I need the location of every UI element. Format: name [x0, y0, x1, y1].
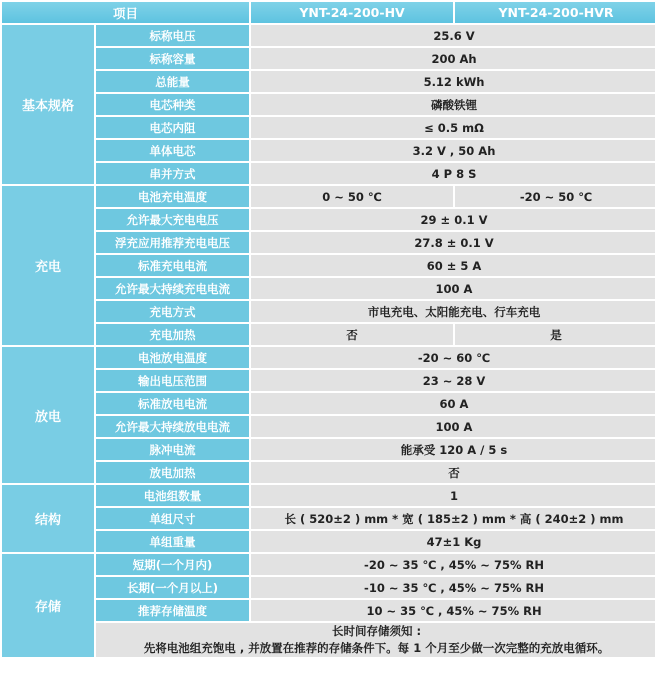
- row-label: 标准充电电流: [96, 255, 249, 276]
- row-value-model-b: -20 ~ 50 ℃: [455, 186, 655, 207]
- row-label: 标称电压: [96, 25, 249, 46]
- row-label: 浮充应用推荐充电电压: [96, 232, 249, 253]
- row-label: 标准放电电流: [96, 393, 249, 414]
- table-row: [2, 117, 655, 138]
- table-row: [2, 439, 655, 460]
- table-row: [2, 577, 655, 598]
- category-discharge: 放电: [2, 347, 94, 483]
- row-label: 总能量: [96, 71, 249, 92]
- table-row: [2, 48, 655, 69]
- row-label: 短期(一个月内): [96, 554, 249, 575]
- row-value: 10 ~ 35 ℃ , 45% ~ 75% RH: [251, 600, 655, 621]
- row-label: 允许最大充电电压: [96, 209, 249, 230]
- row-value-model-b: 是: [455, 324, 655, 345]
- row-value: 29 ± 0.1 V: [251, 209, 655, 230]
- table-row: [2, 278, 655, 299]
- category-basic: 基本规格: [2, 25, 94, 184]
- table-row: [2, 186, 655, 207]
- table-row: [2, 209, 655, 230]
- header-item: 项目: [2, 2, 249, 23]
- row-value: 长 ( 520±2 ) mm * 宽 ( 185±2 ) mm * 高 ( 240±2 ) mm: [251, 508, 655, 529]
- row-value: 25.6 V: [251, 25, 655, 46]
- row-value: 3.2 V , 50 Ah: [251, 140, 655, 161]
- row-value: -20 ~ 60 ℃: [251, 347, 655, 368]
- row-label: 长期(一个月以上): [96, 577, 249, 598]
- row-label: 单组尺寸: [96, 508, 249, 529]
- row-label: 充电加热: [96, 324, 249, 345]
- category-structure: 结构: [2, 485, 94, 552]
- table-row: [2, 416, 655, 437]
- row-value: -10 ~ 35 ℃ , 45% ~ 75% RH: [251, 577, 655, 598]
- table-row: [2, 71, 655, 92]
- table-row: [2, 623, 655, 657]
- row-value: 60 A: [251, 393, 655, 414]
- table-row: [2, 324, 655, 345]
- row-label: 单组重量: [96, 531, 249, 552]
- row-label: 充电方式: [96, 301, 249, 322]
- row-value-model-a: 0 ~ 50 ℃: [251, 186, 453, 207]
- storage-note: [96, 623, 655, 657]
- row-label: 允许最大持续放电电流: [96, 416, 249, 437]
- row-value: 100 A: [251, 416, 655, 437]
- header-row: [2, 2, 655, 23]
- table-row: [2, 140, 655, 161]
- row-value: 否: [251, 462, 655, 483]
- row-value: -20 ~ 35 ℃ , 45% ~ 75% RH: [251, 554, 655, 575]
- row-label: 推荐存储温度: [96, 600, 249, 621]
- row-label: 串并方式: [96, 163, 249, 184]
- row-label: 电池充电温度: [96, 186, 249, 207]
- row-label: 标称容量: [96, 48, 249, 69]
- row-value: 1: [251, 485, 655, 506]
- row-label: 电芯种类: [96, 94, 249, 115]
- table-row: [2, 600, 655, 621]
- row-label: 电池组数量: [96, 485, 249, 506]
- row-value: 60 ± 5 A: [251, 255, 655, 276]
- table-row: [2, 531, 655, 552]
- table-row: [2, 301, 655, 322]
- storage-note-title: 长时间存储须知 :: [331, 624, 422, 638]
- table-row: [2, 25, 655, 46]
- row-label: 脉冲电流: [96, 439, 249, 460]
- row-value: 100 A: [251, 278, 655, 299]
- row-value-model-a: 否: [251, 324, 453, 345]
- row-label: 允许最大持续充电电流: [96, 278, 249, 299]
- header-model-a: YNT-24-200-HV: [251, 2, 453, 23]
- table-row: [2, 232, 655, 253]
- table-row: [2, 462, 655, 483]
- row-label: 单体电芯: [96, 140, 249, 161]
- row-label: 电池放电温度: [96, 347, 249, 368]
- table-row: [2, 347, 655, 368]
- row-value: 市电充电、太阳能充电、行车充电: [251, 301, 655, 322]
- row-value: 磷酸铁锂: [251, 94, 655, 115]
- table-row: [2, 163, 655, 184]
- row-label: 电芯内阻: [96, 117, 249, 138]
- row-label: 输出电压范围: [96, 370, 249, 391]
- storage-note-body: 先将电池组充饱电 , 并放置在推荐的存储条件下。每 1 个月至少做一次完整的充放电循环。: [143, 641, 610, 655]
- table-row: [2, 255, 655, 276]
- table-row: [2, 393, 655, 414]
- row-value: 200 Ah: [251, 48, 655, 69]
- table-row: [2, 370, 655, 391]
- row-value: 4 P 8 S: [251, 163, 655, 184]
- row-value: 能承受 120 A / 5 s: [251, 439, 655, 460]
- category-storage: 存储: [2, 554, 94, 657]
- table-row: [2, 554, 655, 575]
- table-row: [2, 485, 655, 506]
- table-row: [2, 508, 655, 529]
- row-label: 放电加热: [96, 462, 249, 483]
- row-value: 23 ~ 28 V: [251, 370, 655, 391]
- row-value: 27.8 ± 0.1 V: [251, 232, 655, 253]
- table-row: [2, 94, 655, 115]
- category-charge: 充电: [2, 186, 94, 345]
- row-value: ≤ 0.5 mΩ: [251, 117, 655, 138]
- row-value: 5.12 kWh: [251, 71, 655, 92]
- header-model-b: YNT-24-200-HVR: [455, 2, 655, 23]
- row-value: 47±1 Kg: [251, 531, 655, 552]
